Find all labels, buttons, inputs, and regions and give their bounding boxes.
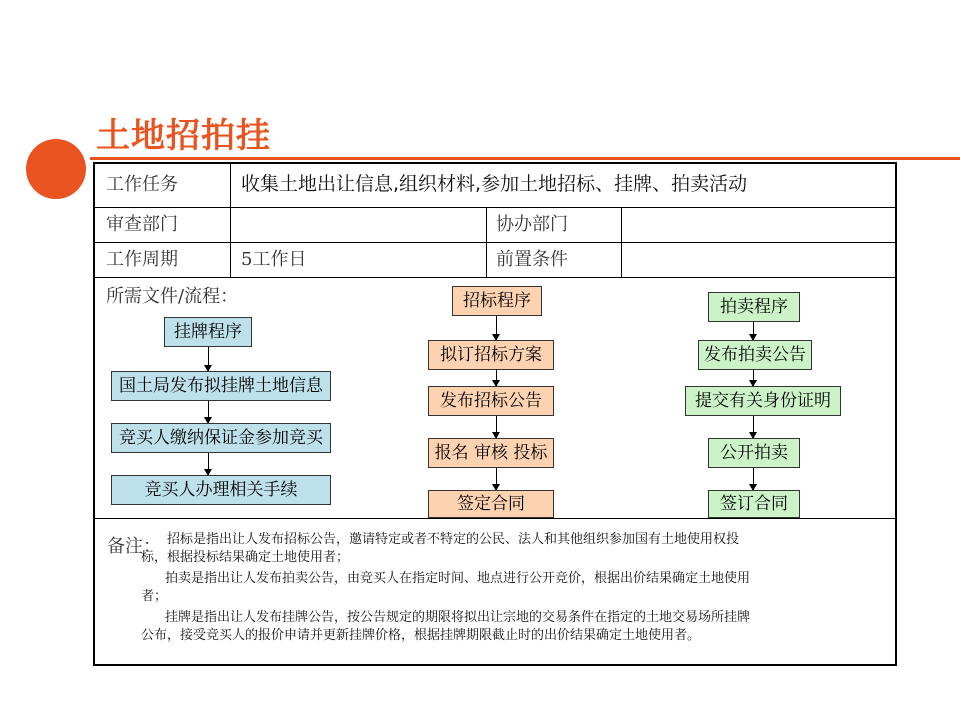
tender-step-4: 报名 审核 投标 xyxy=(428,438,554,468)
row-divider xyxy=(95,277,895,278)
arrow-down-icon xyxy=(753,322,754,340)
arrow-down-icon xyxy=(496,316,497,340)
arrow-down-icon xyxy=(496,468,497,490)
decorative-circle xyxy=(26,139,86,199)
col-divider xyxy=(621,207,622,277)
note-tender-line-2: 标，根据投标结果确定土地使用者； xyxy=(141,550,350,565)
arrow-down-icon xyxy=(753,416,754,438)
tender-step-3: 发布招标公告 xyxy=(428,386,554,416)
auction-step-3: 提交有关身份证明 xyxy=(685,386,841,416)
notes-label: 备注： xyxy=(107,536,161,557)
listing-step-3: 竞买人缴纳保证金参加竞买 xyxy=(111,423,331,453)
review-label: 审查部门 xyxy=(106,214,178,235)
tender-step-1: 招标程序 xyxy=(452,286,542,316)
note-listing-line-1: 挂牌是指出让人发布挂牌公告，按公告规定的期限将拟出让宗地的交易条件在指定的土地交易场所挂牌 xyxy=(165,610,751,625)
task-label: 工作任务 xyxy=(106,174,178,195)
period-value: 5工作日 xyxy=(241,249,307,270)
docs-label: 所需文件/流程： xyxy=(106,286,239,307)
arrow-down-icon xyxy=(208,401,209,423)
period-label: 工作周期 xyxy=(106,249,178,270)
row-divider xyxy=(95,207,895,208)
col-divider xyxy=(486,207,487,277)
note-auction-line-2: 者； xyxy=(141,589,168,604)
arrow-down-icon xyxy=(753,468,754,490)
arrow-down-icon xyxy=(753,370,754,386)
col-divider xyxy=(230,164,231,277)
note-auction-line-1: 拍卖是指出让人发布拍卖公告，由竞买人在指定时间、地点进行公开竞价，根据出价结果确定土地使用 xyxy=(165,571,751,586)
note-listing-line-2: 公布，接受竞买人的报价申请并更新挂牌价格，根据挂牌期限截止时的出价结果确定土地使用者。 xyxy=(141,628,701,643)
auction-step-5: 签订合同 xyxy=(708,490,800,518)
tender-step-5: 签定合同 xyxy=(428,490,554,518)
arrow-down-icon xyxy=(496,416,497,438)
row-divider xyxy=(95,242,895,243)
arrow-down-icon xyxy=(208,347,209,371)
listing-step-2: 国土局发布拟挂牌土地信息 xyxy=(111,371,331,401)
auction-step-1: 拍卖程序 xyxy=(708,292,800,322)
tender-step-2: 拟订招标方案 xyxy=(428,340,554,370)
task-value: 收集土地出让信息,组织材料,参加土地招标、挂牌、拍卖活动 xyxy=(241,173,748,195)
auction-step-4: 公开拍卖 xyxy=(708,438,800,468)
row-divider xyxy=(95,518,895,519)
listing-step-1: 挂牌程序 xyxy=(164,317,252,347)
auction-step-2: 发布拍卖公告 xyxy=(698,340,812,370)
page-title: 土地招拍挂 xyxy=(96,116,271,156)
title-underline xyxy=(90,157,960,160)
note-tender-line-1: 招标是指出让人发布招标公告，邀请特定或者不特定的公民、法人和其他组织参加国有土地使用权投 xyxy=(167,532,740,547)
precondition-label: 前置条件 xyxy=(496,249,568,270)
arrow-down-icon xyxy=(496,370,497,386)
arrow-down-icon xyxy=(208,453,209,475)
listing-step-4: 竞买人办理相关手续 xyxy=(111,475,331,505)
info-table xyxy=(93,162,897,666)
assist-label: 协办部门 xyxy=(496,214,568,235)
